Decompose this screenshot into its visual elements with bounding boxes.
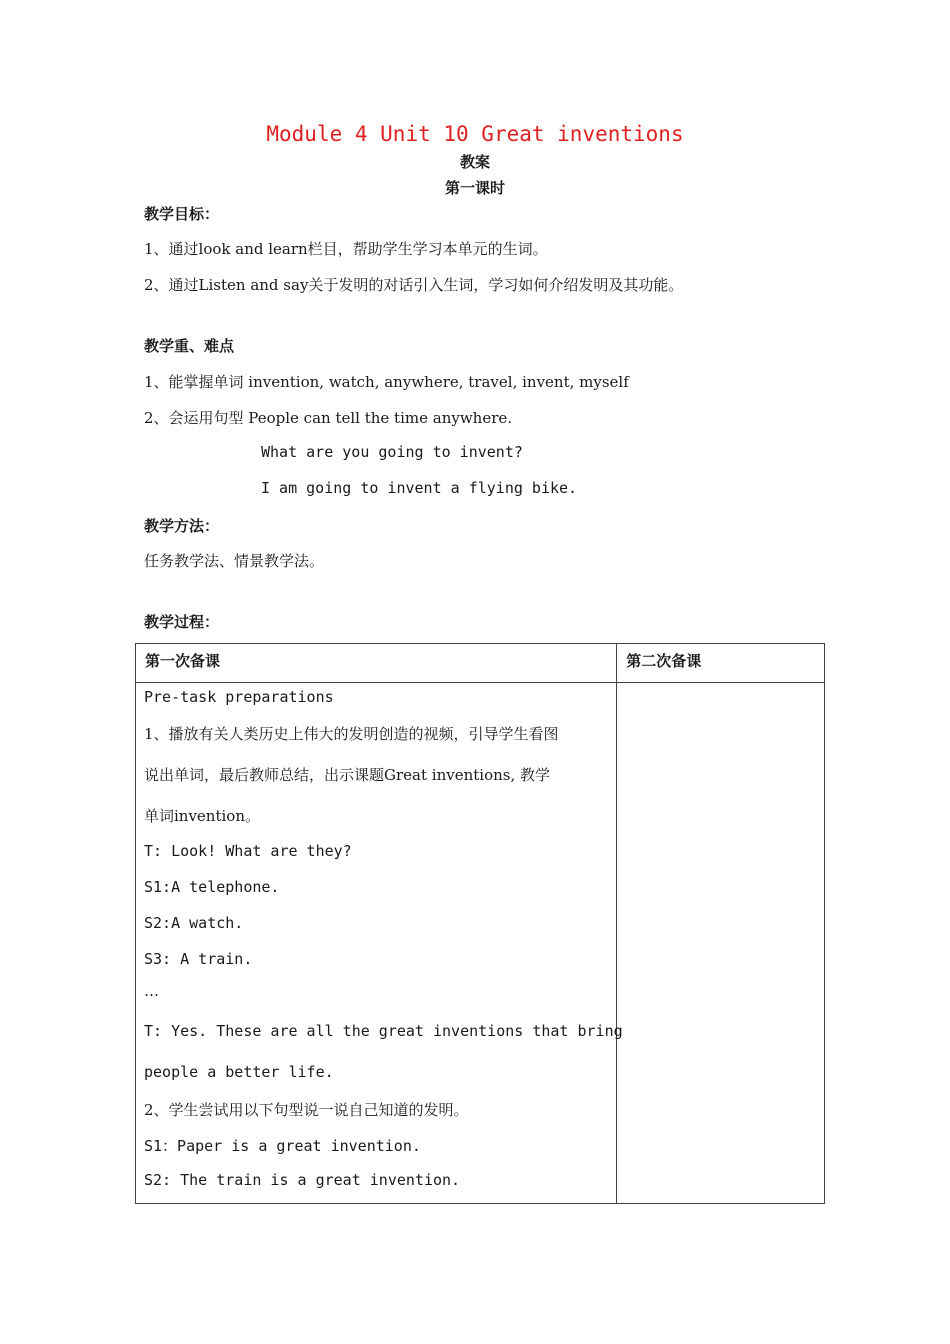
document-title: Module 4 Unit 10 Great inventions [266, 122, 684, 146]
lesson-process-table [135, 643, 825, 1204]
process-line: Pre-task preparations [144, 688, 334, 706]
key-sentence-2: I am going to invent a flying bike. [261, 479, 578, 497]
process-line: people a better life. [144, 1063, 334, 1081]
key-sentence-1: What are you going to invent? [261, 443, 523, 461]
process-line: S1:A telephone. [144, 878, 280, 896]
table-header-row [136, 644, 825, 683]
second-prep-header: 第二次备课 [617, 644, 825, 683]
process-line: T: Yes. These are all the great inventions that bring [144, 1022, 623, 1040]
table-body-row [136, 683, 825, 1204]
objective-item-2: 2、通过Listen and say关于发明的对话引入生词，学习如何介绍发明及其功能。 [144, 276, 684, 294]
process-line: 1、播放有关人类历史上伟大的发明创造的视频，引导学生看图 [144, 725, 559, 743]
methods-heading: 教学方法： [144, 517, 220, 535]
subtitle-lesson-plan: 教案 [459, 153, 490, 171]
process-line: T: Look! What are they? [144, 842, 352, 860]
key-points-heading: 教学重、难点 [144, 337, 235, 355]
objective-item-1: 1、通过look and learn栏目，帮助学生学习本单元的生词。 [144, 240, 548, 258]
process-line: S1：Paper is a great invention. [144, 1137, 421, 1155]
key-point-item-1: 1、能掌握单词 invention, watch, anywhere, travel, invent, myself [144, 373, 629, 391]
process-line: 说出单词，最后教师总结，出示课题Great inventions, 教学 [144, 766, 550, 784]
process-line: 单词invention。 [144, 807, 260, 825]
key-point-item-2: 2、会运用句型 People can tell the time anywhere. [144, 409, 513, 427]
process-line: … [144, 982, 159, 1000]
objectives-heading: 教学目标： [144, 205, 220, 223]
first-prep-cell [136, 683, 623, 1204]
process-line: S3: A train. [144, 950, 253, 968]
subtitle-first-period: 第一课时 [444, 179, 505, 197]
process-line: S2:A watch. [144, 914, 244, 932]
process-line: S2: The train is a great invention. [144, 1171, 461, 1189]
process-heading: 教学过程： [144, 613, 220, 631]
methods-text: 任务教学法、情景教学法。 [144, 552, 325, 570]
first-prep-header: 第一次备课 [136, 644, 617, 683]
second-prep-cell [617, 683, 825, 1204]
process-line: 2、学生尝试用以下句型说一说自己知道的发明。 [144, 1101, 469, 1119]
